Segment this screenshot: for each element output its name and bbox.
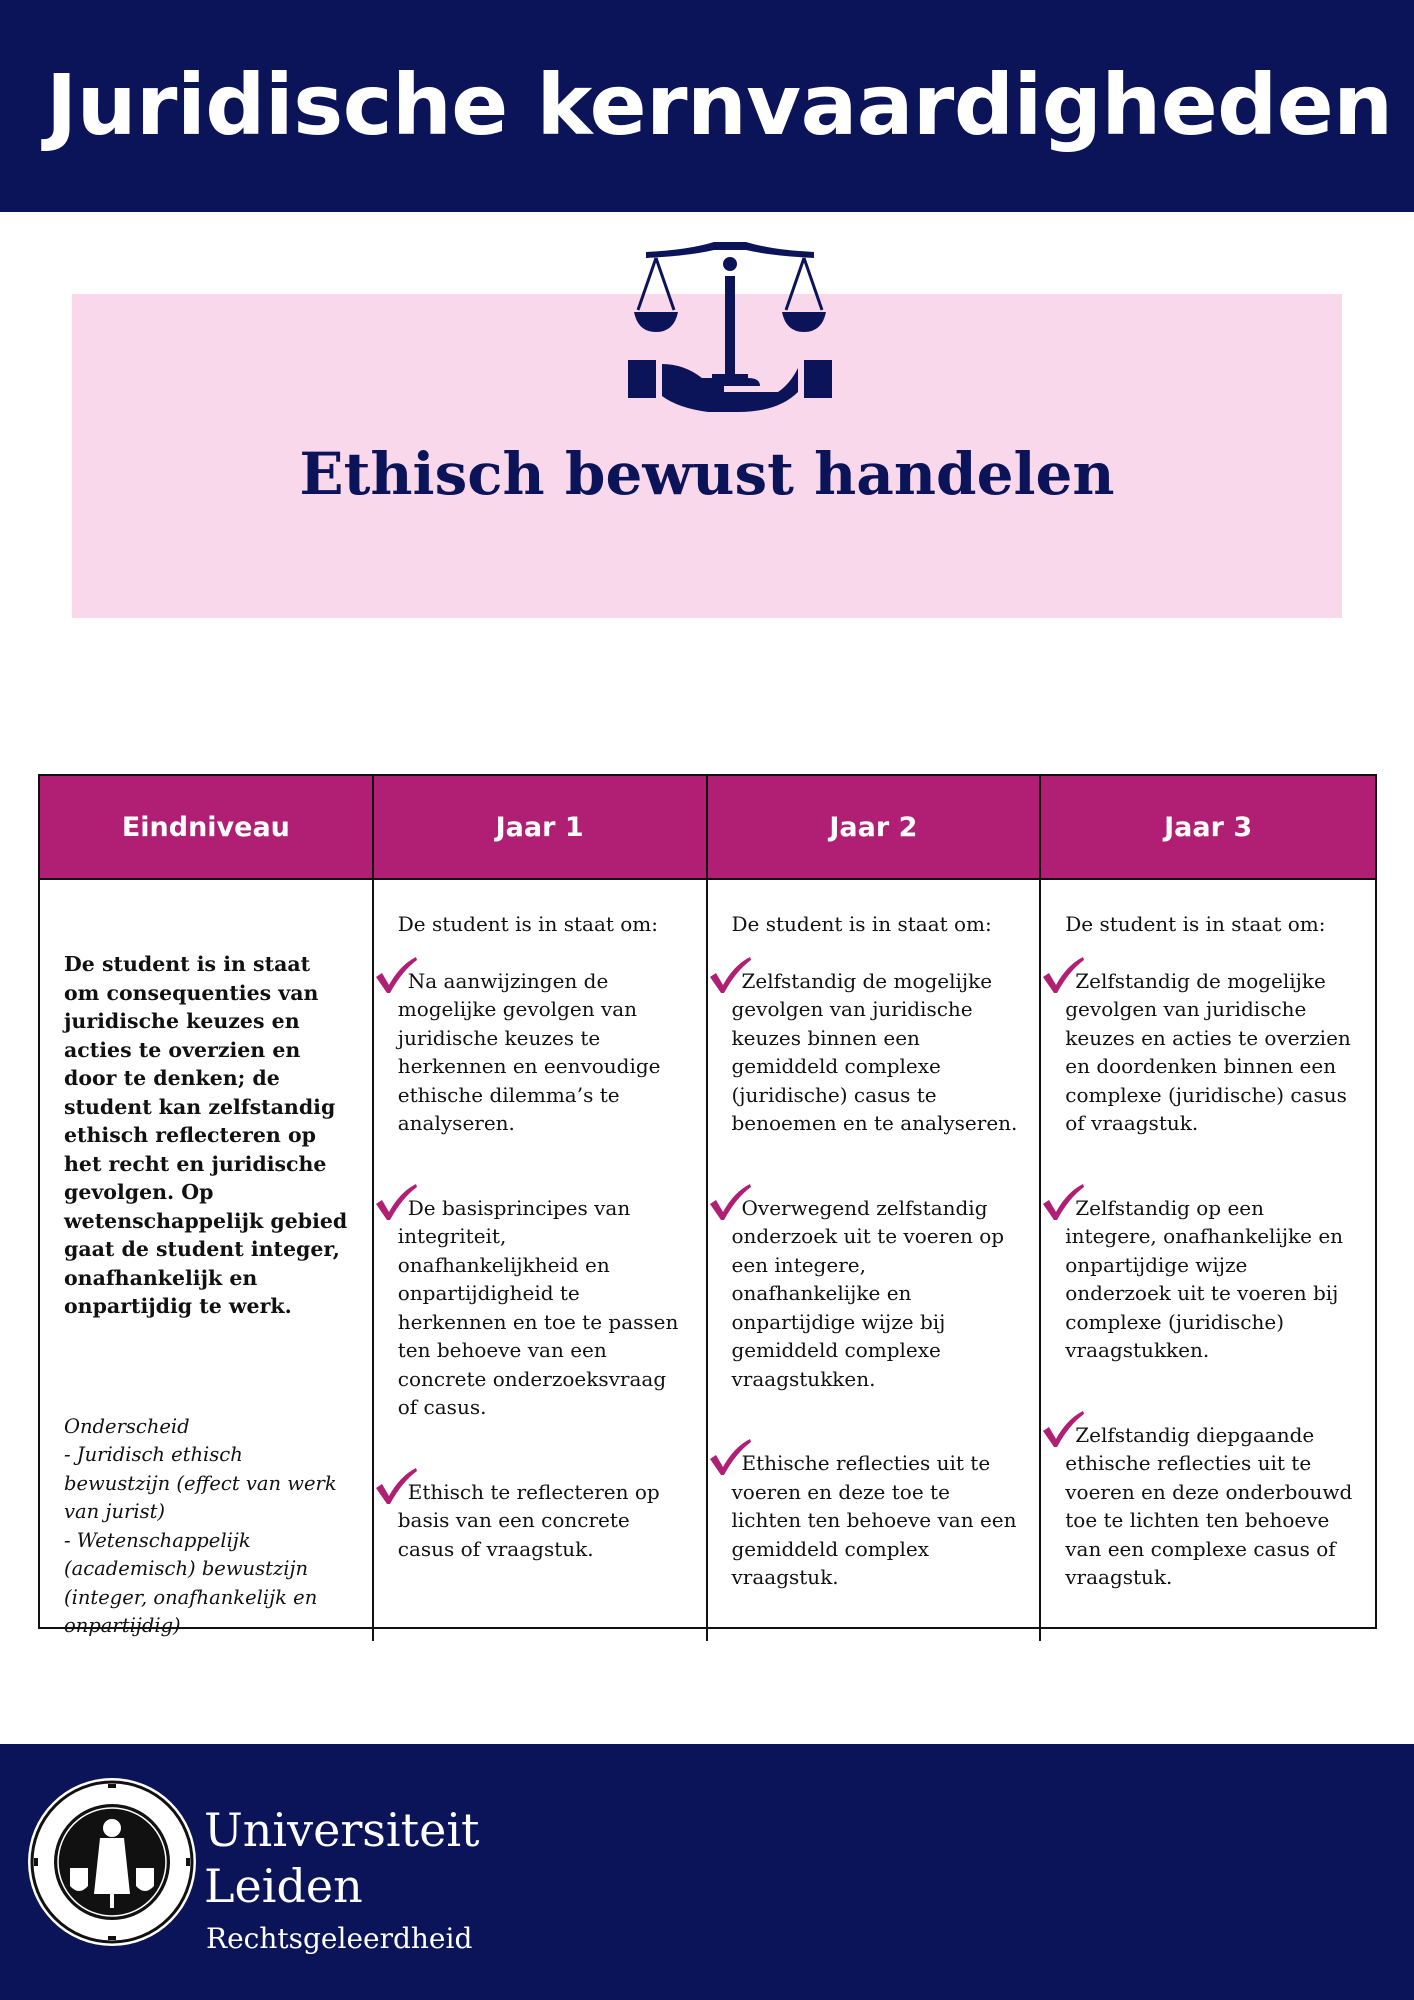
list-item: [732, 1449, 1020, 1592]
list-item-text: Zelfstandig diepgaande ethische reflecties uit te voeren en deze onderbouwd toe te lichten ten behoeve van een complexe casus of vraagstuk.: [1065, 1422, 1353, 1589]
checkmark-icon: [1041, 955, 1085, 995]
column-header-jaar-2: Jaar 2: [708, 776, 1042, 880]
list-item: [732, 1194, 1020, 1394]
list-item: [732, 967, 1020, 1138]
list-item: [398, 1194, 686, 1422]
list-item-text: Zelfstandig de mogelijke gevolgen van juridische keuzes en acties te overzien en doordenken binnen een complexe (juridische) casus of vraagstuk.: [1065, 968, 1351, 1135]
checkmark-icon: [374, 1182, 418, 1222]
list-item: [1065, 1421, 1355, 1592]
column-header-jaar-1: Jaar 1: [374, 776, 708, 880]
page-title: Juridische kernvaardigheden: [46, 56, 1393, 154]
list-item: [1065, 967, 1355, 1138]
checkmark-icon: [708, 955, 752, 995]
checkmark-icon: [708, 1437, 752, 1477]
list-item-text: Overwegend zelfstandig onderzoek uit te voeren op een integere, onafhankelijke en onpartijdige wijze bij gemiddeld complexe vraagstukken.: [731, 1195, 1005, 1391]
scales-of-justice-icon: [628, 232, 832, 414]
university-name: [204, 1802, 480, 1914]
competency-table: [38, 774, 1377, 1637]
list-item: [398, 967, 686, 1138]
column-header-eindniveau: Eindniveau: [40, 776, 374, 880]
checkmark-icon: [374, 1466, 418, 1506]
eindniveau-cell: [40, 880, 374, 1641]
jaar-3-intro: De student is in staat om:: [1065, 912, 1326, 936]
faculty-name: Rechtsgeleerdheid: [206, 1922, 473, 1955]
jaar-2-intro: De student is in staat om:: [731, 912, 992, 936]
distinction-title: Onderscheid: [64, 1414, 190, 1438]
list-item-text: Na aanwijzingen de mogelijke gevolgen van juridische keuzes te herkennen en eenvoudige ethische dilemma’s te analyseren.: [397, 968, 661, 1135]
list-item-text: De basisprincipes van integriteit, onafhankelijkheid en onpartijdigheid te herkennen en toe te passen ten behoeve van een concrete onderzoeksvraag of casus.: [397, 1195, 679, 1419]
list-item-text: Ethisch te reflecteren op basis van een concrete casus of vraagstuk.: [397, 1479, 660, 1561]
footer-banner: [0, 1744, 1414, 2000]
header-banner: [0, 0, 1414, 212]
checkmark-icon: [708, 1182, 752, 1222]
eindniveau-statement: De student is in staat om consequenties van juridische keuzes en acties te overzien en door te denken; de student kan zelfstandig ethisch reflecteren op het recht en juridische gevolgen. Op wetenschappelijk gebied gaat de student integer, onafhankelijk en onpartijdig te werk.: [64, 952, 348, 1318]
checkmark-icon: [1041, 1409, 1085, 1449]
list-item-text: Ethische reflecties uit te voeren en deze toe te lichten ten behoeve van een gemiddeld complex vraagstuk.: [731, 1451, 1017, 1589]
jaar-2-cell: [708, 880, 1042, 1641]
checkmark-icon: [1041, 1182, 1085, 1222]
checkmark-icon: [374, 955, 418, 995]
distinction-item: - Juridisch ethisch bewustzijn (effect van werk van jurist): [64, 1443, 337, 1523]
distinction-block: [64, 1413, 352, 1641]
university-name-line: Universiteit: [204, 1803, 480, 1857]
university-name-line: Leiden: [204, 1859, 363, 1913]
distinction-item: - Wetenschappelijk (academisch) bewustzijn (integer, onafhankelijk en onpartijdig): [64, 1528, 318, 1637]
university-seal-icon: [26, 1776, 198, 1948]
list-item-text: Zelfstandig de mogelijke gevolgen van juridische keuzes binnen een gemiddeld complexe (juridische) casus te benoemen en te analyseren.: [731, 968, 1018, 1135]
list-item-text: Zelfstandig op een integere, onafhankelijke en onpartijdige wijze onderzoek uit te voeren bij complexe (juridische) vraagstukken.: [1065, 1195, 1344, 1362]
list-item: [398, 1478, 686, 1564]
jaar-3-cell: [1041, 880, 1375, 1641]
list-item: [1065, 1194, 1355, 1365]
jaar-1-cell: [374, 880, 708, 1641]
jaar-1-intro: De student is in staat om:: [397, 912, 659, 936]
topic-title: Ethisch bewust handelen: [299, 440, 1115, 508]
column-header-jaar-3: Jaar 3: [1041, 776, 1375, 880]
